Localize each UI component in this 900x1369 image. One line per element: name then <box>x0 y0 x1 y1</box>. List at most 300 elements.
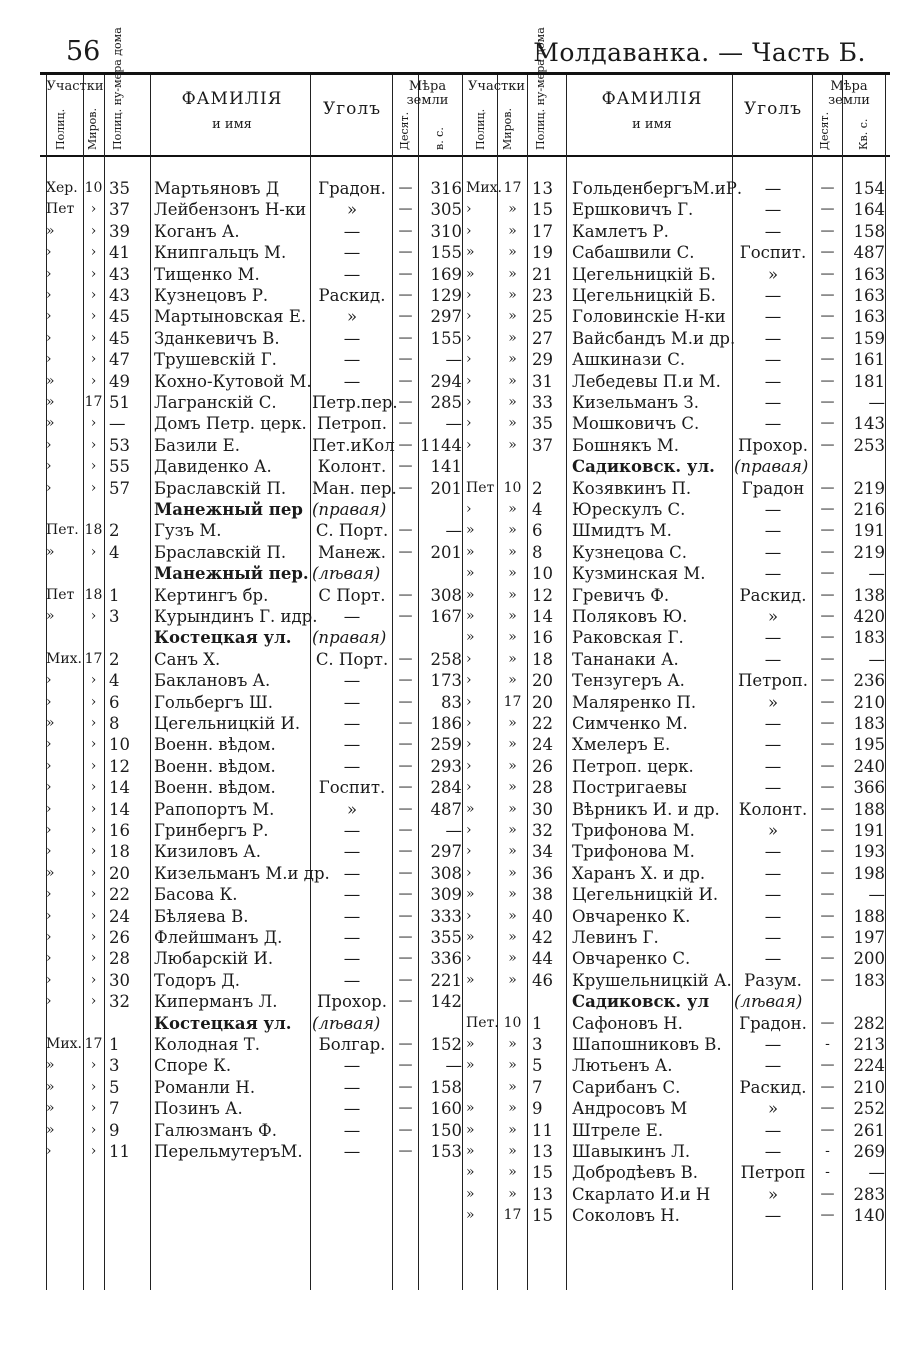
owner-name-cell: Гольбергъ Ш. <box>154 692 274 712</box>
ugol-cell: Разум. <box>744 970 802 990</box>
house-number-cell: 25 <box>532 307 553 327</box>
ugol-cell: Ман. пер. <box>312 478 397 498</box>
desyat-cell: — <box>398 608 413 624</box>
polits-cell: › <box>46 907 52 924</box>
area-cell: 219 <box>853 542 885 562</box>
owner-name-cell: Кизельманъ З. <box>572 393 699 412</box>
desyat-cell: — <box>820 1057 835 1074</box>
mirov-cell: 10 <box>503 479 522 496</box>
table-row <box>0 242 900 263</box>
polits-cell: › <box>466 672 472 689</box>
polits-cell: » <box>46 1100 55 1117</box>
ugol-cell: — <box>343 756 361 776</box>
house-number-cell: 15 <box>532 200 553 220</box>
area-cell: 138 <box>853 585 885 605</box>
house-number-cell: 18 <box>109 842 130 862</box>
owner-name-cell: Тищенко М. <box>154 264 260 284</box>
owner-name-cell: Кизельманъ М.и др. <box>154 863 330 883</box>
table-row <box>0 1162 900 1183</box>
desyat-cell: — <box>398 244 413 261</box>
mirov-cell: » <box>508 308 517 325</box>
desyat-cell: — <box>398 757 413 774</box>
desyat-cell: — <box>820 864 835 881</box>
street-heading <box>0 456 900 477</box>
area-cell: 163 <box>853 307 885 327</box>
polits-cell: » <box>466 586 475 603</box>
owner-name-cell: ПерельмутеръМ. <box>154 1142 303 1161</box>
area-cell: 308 <box>430 585 462 605</box>
ugol-cell: — <box>343 371 361 391</box>
table-row <box>0 627 900 648</box>
desyat-cell: — <box>398 222 413 239</box>
ugol-cell: — <box>764 1056 782 1076</box>
polits-cell: › <box>466 501 472 517</box>
mirov-cell: › <box>90 1057 97 1074</box>
area-cell: 140 <box>853 1206 885 1226</box>
table-row <box>0 585 900 606</box>
area-cell: 191 <box>853 521 885 541</box>
polits-cell: › <box>466 757 472 774</box>
polits-cell: › <box>46 265 52 282</box>
polits-cell: › <box>46 800 52 817</box>
desyat-cell: — <box>398 672 413 689</box>
street-name: Костецкая ул. <box>154 628 292 648</box>
ugol-cell: » <box>346 307 358 327</box>
polits-cell: › <box>46 779 52 796</box>
polits-cell: » <box>466 1121 475 1138</box>
polits-cell: › <box>46 971 52 988</box>
mirov-cell: » <box>508 864 517 881</box>
area-cell: 252 <box>853 1099 885 1119</box>
ugol-cell: — <box>764 928 782 947</box>
table-row <box>0 713 900 734</box>
area-cell: 269 <box>853 1142 885 1161</box>
area-cell: 129 <box>430 286 462 305</box>
ugol-cell: — <box>764 842 782 862</box>
street-heading <box>0 991 900 1012</box>
ugol-cell: С Порт. <box>318 585 386 605</box>
mirov-cell: › <box>90 351 97 368</box>
polits-cell: Хер. <box>46 180 78 196</box>
polits-cell: › <box>46 929 52 945</box>
desyat-cell: — <box>398 394 413 410</box>
polits-cell: » <box>46 543 55 560</box>
owner-name-cell: Цегельницкій И. <box>154 714 301 733</box>
area-cell: 141 <box>430 457 462 477</box>
area-cell: 258 <box>430 649 462 669</box>
mirov-cell: » <box>508 672 517 689</box>
mirov-cell: › <box>90 757 97 774</box>
ugol-cell: — <box>764 1120 782 1140</box>
polits-cell: » <box>466 1036 475 1052</box>
house-number-cell: 18 <box>532 649 553 669</box>
ugol-cell: — <box>343 671 361 691</box>
desyat-cell: — <box>398 800 413 817</box>
house-number-cell: 2 <box>109 649 120 669</box>
area-cell: 294 <box>430 371 462 391</box>
desyat-cell: — <box>820 543 835 560</box>
area-cell: — <box>868 649 885 669</box>
polits-cell: › <box>46 479 52 496</box>
street-side: (лѣвая) <box>312 1013 381 1033</box>
ugol-cell: Прохор. <box>738 435 808 455</box>
polits-cell: › <box>46 886 52 903</box>
polits-cell: › <box>466 287 472 303</box>
polits-cell: Пет <box>46 201 75 218</box>
owner-name-cell: Трифонова М. <box>572 842 695 862</box>
mirov-cell: » <box>508 1078 517 1095</box>
header-rule <box>40 155 890 157</box>
mirov-cell: 17 <box>84 650 103 667</box>
area-cell: 259 <box>430 735 462 755</box>
polits-cell: › <box>46 351 52 368</box>
ugol-cell: — <box>343 842 361 862</box>
ugol-cell: Раскид. <box>739 1077 807 1097</box>
table-row <box>0 756 900 777</box>
polits-cell: › <box>466 201 472 218</box>
mirov-cell: » <box>508 415 517 432</box>
mirov-cell: » <box>508 586 517 603</box>
table-row <box>0 221 900 242</box>
mirov-cell: › <box>90 222 97 239</box>
ugol-cell: С. Порт. <box>315 521 389 541</box>
owner-name-cell: Вайсбандъ М.и др. <box>572 328 736 348</box>
owner-name-cell: Ашкинази С. <box>572 350 686 370</box>
mirov-cell: › <box>90 372 97 389</box>
ugol-cell: Градон. <box>739 1013 807 1033</box>
table-row <box>0 563 900 584</box>
house-number-cell: 22 <box>532 714 553 733</box>
owner-name-cell: Шапошниковъ В. <box>572 1035 722 1054</box>
desyat-cell: — <box>820 244 835 261</box>
owner-name-cell: Позинъ А. <box>154 1099 243 1119</box>
ugol-cell: — <box>343 1099 361 1119</box>
desyat-cell: - <box>825 1164 830 1181</box>
desyat-cell: — <box>398 436 413 453</box>
mirov-cell: 18 <box>84 586 103 603</box>
owner-name-cell: Базили Е. <box>154 435 240 455</box>
desyat-cell: - <box>825 1143 830 1159</box>
mirov-cell: › <box>90 886 97 903</box>
desyat-cell: — <box>398 993 413 1010</box>
polits-cell: › <box>46 308 52 325</box>
owner-name-cell: Овчаренко С. <box>572 949 691 969</box>
mirov-cell: » <box>508 757 517 774</box>
ugol-cell: » <box>767 607 779 626</box>
mirov-cell: › <box>90 265 97 282</box>
desyat-cell: — <box>820 693 835 710</box>
desyat-cell: — <box>398 843 413 860</box>
table-row <box>0 285 900 306</box>
mirov-cell: 17 <box>503 693 522 710</box>
ugol-cell: Петр.пер. <box>312 393 398 412</box>
ugol-cell: » <box>767 1099 779 1119</box>
house-number-cell: — <box>109 414 126 434</box>
polits-cell: › <box>466 950 472 967</box>
owner-name-cell: Кохно-Кутовой М. <box>154 371 312 391</box>
mirov-cell: › <box>90 971 97 988</box>
polits-cell: » <box>466 565 475 582</box>
house-number-cell: 45 <box>109 307 130 327</box>
house-number-cell: 6 <box>109 692 120 712</box>
polits-cell: › <box>466 650 472 667</box>
street-name: Садиковск. ул. <box>572 457 715 477</box>
polits-header-right: Полиц. <box>474 108 487 150</box>
mirov-cell: › <box>90 715 97 731</box>
owner-name-cell: Колодная Т. <box>154 1035 261 1054</box>
mirov-cell: 18 <box>84 522 103 539</box>
owner-name-cell: Военн. вѣдом. <box>154 778 276 798</box>
mirov-cell: » <box>508 436 517 453</box>
mirov-cell: › <box>90 672 97 689</box>
area-cell: 163 <box>853 286 885 305</box>
area-cell: 355 <box>430 928 462 947</box>
table-row <box>0 520 900 541</box>
area-cell: 188 <box>853 906 885 926</box>
mirov-cell: » <box>508 543 517 560</box>
area-cell: 1144 <box>420 435 462 455</box>
table-row <box>0 1077 900 1098</box>
mirov-cell: › <box>90 201 97 218</box>
polits-cell: » <box>466 543 475 560</box>
mirov-cell: » <box>508 351 517 368</box>
ugol-cell: — <box>764 200 782 220</box>
mirov-cell: » <box>508 1185 517 1202</box>
area-cell: 219 <box>853 478 885 498</box>
polits-cell: › <box>46 950 52 967</box>
area-cell: 201 <box>430 542 462 562</box>
house-number-cell: 43 <box>109 286 130 305</box>
polits-cell: » <box>466 971 475 988</box>
house-number-cell: 5 <box>109 1077 120 1097</box>
mirov-cell: » <box>508 222 517 239</box>
owner-name-cell: Галюзманъ Ф. <box>154 1120 277 1140</box>
house-number-cell: 42 <box>532 928 553 947</box>
desyat-cell: — <box>820 672 835 689</box>
table-row <box>0 1034 900 1055</box>
house-number-cell: 44 <box>532 949 553 969</box>
polits-cell: » <box>46 415 55 432</box>
house-number-cell: 40 <box>532 906 553 926</box>
owner-name-cell: Хмелеръ Е. <box>572 735 671 755</box>
ugol-cell: — <box>343 821 361 840</box>
desyat-cell: — <box>398 907 413 924</box>
polits-cell: › <box>466 329 472 346</box>
mirov-cell: 10 <box>503 1014 522 1031</box>
polits-cell: › <box>46 458 52 475</box>
desyat-cell: — <box>398 201 413 218</box>
desyat-cell: — <box>398 1036 413 1052</box>
owner-name-cell: Браславскій П. <box>154 542 287 562</box>
area-cell: 216 <box>853 500 885 519</box>
owner-name-cell: Кузминская М. <box>572 564 706 584</box>
house-number-cell: 24 <box>532 735 553 755</box>
area-cell: 183 <box>853 970 885 990</box>
house-number-cell: 10 <box>109 735 130 755</box>
owner-name-cell: Лагранскій С. <box>154 393 277 412</box>
polits-cell: › <box>46 1143 52 1159</box>
mirov-cell: 17 <box>84 394 103 410</box>
owner-name-cell: Штреле Е. <box>572 1120 664 1140</box>
polits-cell: › <box>466 436 472 453</box>
mirov-cell: » <box>508 971 517 988</box>
mirov-cell: › <box>90 800 97 817</box>
mirov-cell: 17 <box>503 1207 522 1224</box>
house-number-cell: 15 <box>532 1206 553 1226</box>
area-cell: 160 <box>430 1099 462 1119</box>
mirov-cell: » <box>508 201 517 218</box>
ugol-cell: — <box>764 756 782 776</box>
desyat-cell: — <box>398 886 413 903</box>
desyat-cell: — <box>820 351 835 368</box>
area-cell: 487 <box>430 799 462 819</box>
house-number-cell: 20 <box>532 671 553 691</box>
desyat-cell: — <box>820 822 835 838</box>
mirov-cell: › <box>90 843 97 860</box>
owner-name-cell: Кузнецова С. <box>572 542 688 562</box>
polits-cell: » <box>466 1207 475 1224</box>
house-number-cell: 32 <box>109 992 130 1012</box>
owner-name-cell: Сабашвили С. <box>572 243 695 263</box>
owner-name-cell: Юрескулъ С. <box>572 500 686 519</box>
polits-cell: › <box>466 308 472 325</box>
table-row <box>0 1055 900 1076</box>
desyat-header-right: Десят. <box>818 111 831 150</box>
owner-name-cell: Сарибанъ С. <box>572 1077 681 1097</box>
polits-cell: › <box>46 436 52 453</box>
mirov-cell: › <box>90 479 97 496</box>
desyat-cell: — <box>820 1207 835 1224</box>
house-number-cell: 1 <box>109 585 120 605</box>
table-row <box>0 606 900 627</box>
desyat-cell: — <box>820 757 835 774</box>
house-number-cell: 17 <box>532 221 553 241</box>
owner-name-cell: Споре К. <box>154 1056 232 1076</box>
desyat-cell: — <box>820 800 835 817</box>
desyat-cell: — <box>820 586 835 603</box>
familia-header-right: ФАМИЛІЯ <box>601 89 703 109</box>
ugol-cell: Госпит. <box>318 778 386 798</box>
owner-name-cell: Овчаренко К. <box>572 906 691 926</box>
mirov-cell: » <box>508 394 517 410</box>
ugol-cell: — <box>343 714 361 733</box>
ugol-cell: Градон <box>741 478 805 498</box>
area-cell: 305 <box>430 200 462 220</box>
top-rule <box>40 72 890 75</box>
area-cell: 167 <box>430 607 462 626</box>
house-number-cell: 13 <box>532 179 553 198</box>
mirov-cell: » <box>508 886 517 903</box>
name-subheader-right: и имя <box>632 117 672 132</box>
owner-name-cell: Цегельницкій Б. <box>572 264 716 284</box>
ugol-cell: — <box>764 179 782 198</box>
desyat-cell: — <box>398 864 413 881</box>
owner-name-cell: Раковская Г. <box>572 628 684 648</box>
owner-name-cell: Левинъ Г. <box>572 928 659 947</box>
mirov-cell: » <box>508 929 517 945</box>
owner-name-cell: Басова К. <box>154 885 238 905</box>
polits-cell: › <box>466 843 472 860</box>
house-number-cell: 7 <box>532 1077 543 1097</box>
desyat-cell: — <box>820 950 835 967</box>
polits-cell: » <box>466 1057 475 1074</box>
ugol-cell: — <box>343 1077 361 1097</box>
ugol-cell: Петроп. <box>737 671 809 691</box>
area-cell: 284 <box>430 778 462 798</box>
polits-cell: Пет <box>466 479 495 496</box>
table-row <box>0 328 900 349</box>
polits-cell: » <box>46 372 55 389</box>
desyat-cell: — <box>820 608 835 624</box>
house-number-cell: 8 <box>109 714 120 733</box>
desyat-cell: — <box>398 650 413 667</box>
mirov-cell: » <box>508 565 517 582</box>
street-side: (лѣвая) <box>734 992 803 1012</box>
mirov-cell: » <box>508 843 517 860</box>
ugol-cell: — <box>764 414 782 434</box>
house-number-cell: 20 <box>532 692 553 712</box>
desyat-cell: — <box>398 1121 413 1138</box>
area-cell: 153 <box>430 1142 462 1161</box>
house-number-cell: 4 <box>532 500 543 519</box>
polits-cell: Пет. <box>466 1014 499 1031</box>
desyat-cell: — <box>398 415 413 432</box>
ugol-cell: — <box>764 649 782 669</box>
polits-cell: » <box>466 800 475 817</box>
ugol-cell: — <box>343 1120 361 1140</box>
area-cell: 191 <box>853 821 885 840</box>
desyat-cell: — <box>398 950 413 967</box>
ugol-cell: — <box>764 564 782 584</box>
ugol-cell: — <box>343 1142 361 1161</box>
area-cell: 282 <box>853 1013 885 1033</box>
owner-name-cell: Баклановъ А. <box>154 671 271 691</box>
mirov-cell: › <box>90 1121 97 1138</box>
area-cell: 83 <box>441 692 462 712</box>
mirov-cell: › <box>90 736 97 753</box>
mirov-cell: › <box>90 458 97 475</box>
owner-name-cell: Зданкевичъ В. <box>154 328 280 348</box>
area-cell: 200 <box>853 949 885 969</box>
owner-name-cell: Коганъ А. <box>154 221 240 241</box>
area-cell: 308 <box>430 863 462 883</box>
house-number-cell: 46 <box>532 970 553 990</box>
owner-name-cell: Крушельницкій А. <box>572 970 732 990</box>
ugol-cell: Раскид. <box>318 286 386 305</box>
polits-cell: › <box>466 736 472 753</box>
desyat-cell: — <box>398 822 413 838</box>
area-cell: 169 <box>430 264 462 284</box>
polits-cell: » <box>46 394 55 410</box>
owner-name-cell: Лебедевы П.и М. <box>572 371 721 391</box>
street-name: Манежный пер <box>154 500 303 519</box>
area-cell: 297 <box>430 307 462 327</box>
house-number-cell: 27 <box>532 328 553 348</box>
vs-header: в. с. <box>433 127 446 150</box>
ugol-cell: Колонт. <box>317 457 387 477</box>
mirov-cell: » <box>508 822 517 838</box>
ugol-cell: — <box>764 906 782 926</box>
mirov-cell: › <box>90 308 97 325</box>
ugol-cell: » <box>767 692 779 712</box>
house-number-cell: 28 <box>109 949 130 969</box>
polits-cell: › <box>46 736 52 753</box>
owner-name-cell: Харанъ Х. и др. <box>572 863 706 883</box>
area-cell: 309 <box>430 885 462 905</box>
owner-name-cell: Тензугеръ А. <box>572 671 685 691</box>
house-number-cell: 5 <box>532 1056 543 1076</box>
desyat-cell: — <box>820 287 835 303</box>
